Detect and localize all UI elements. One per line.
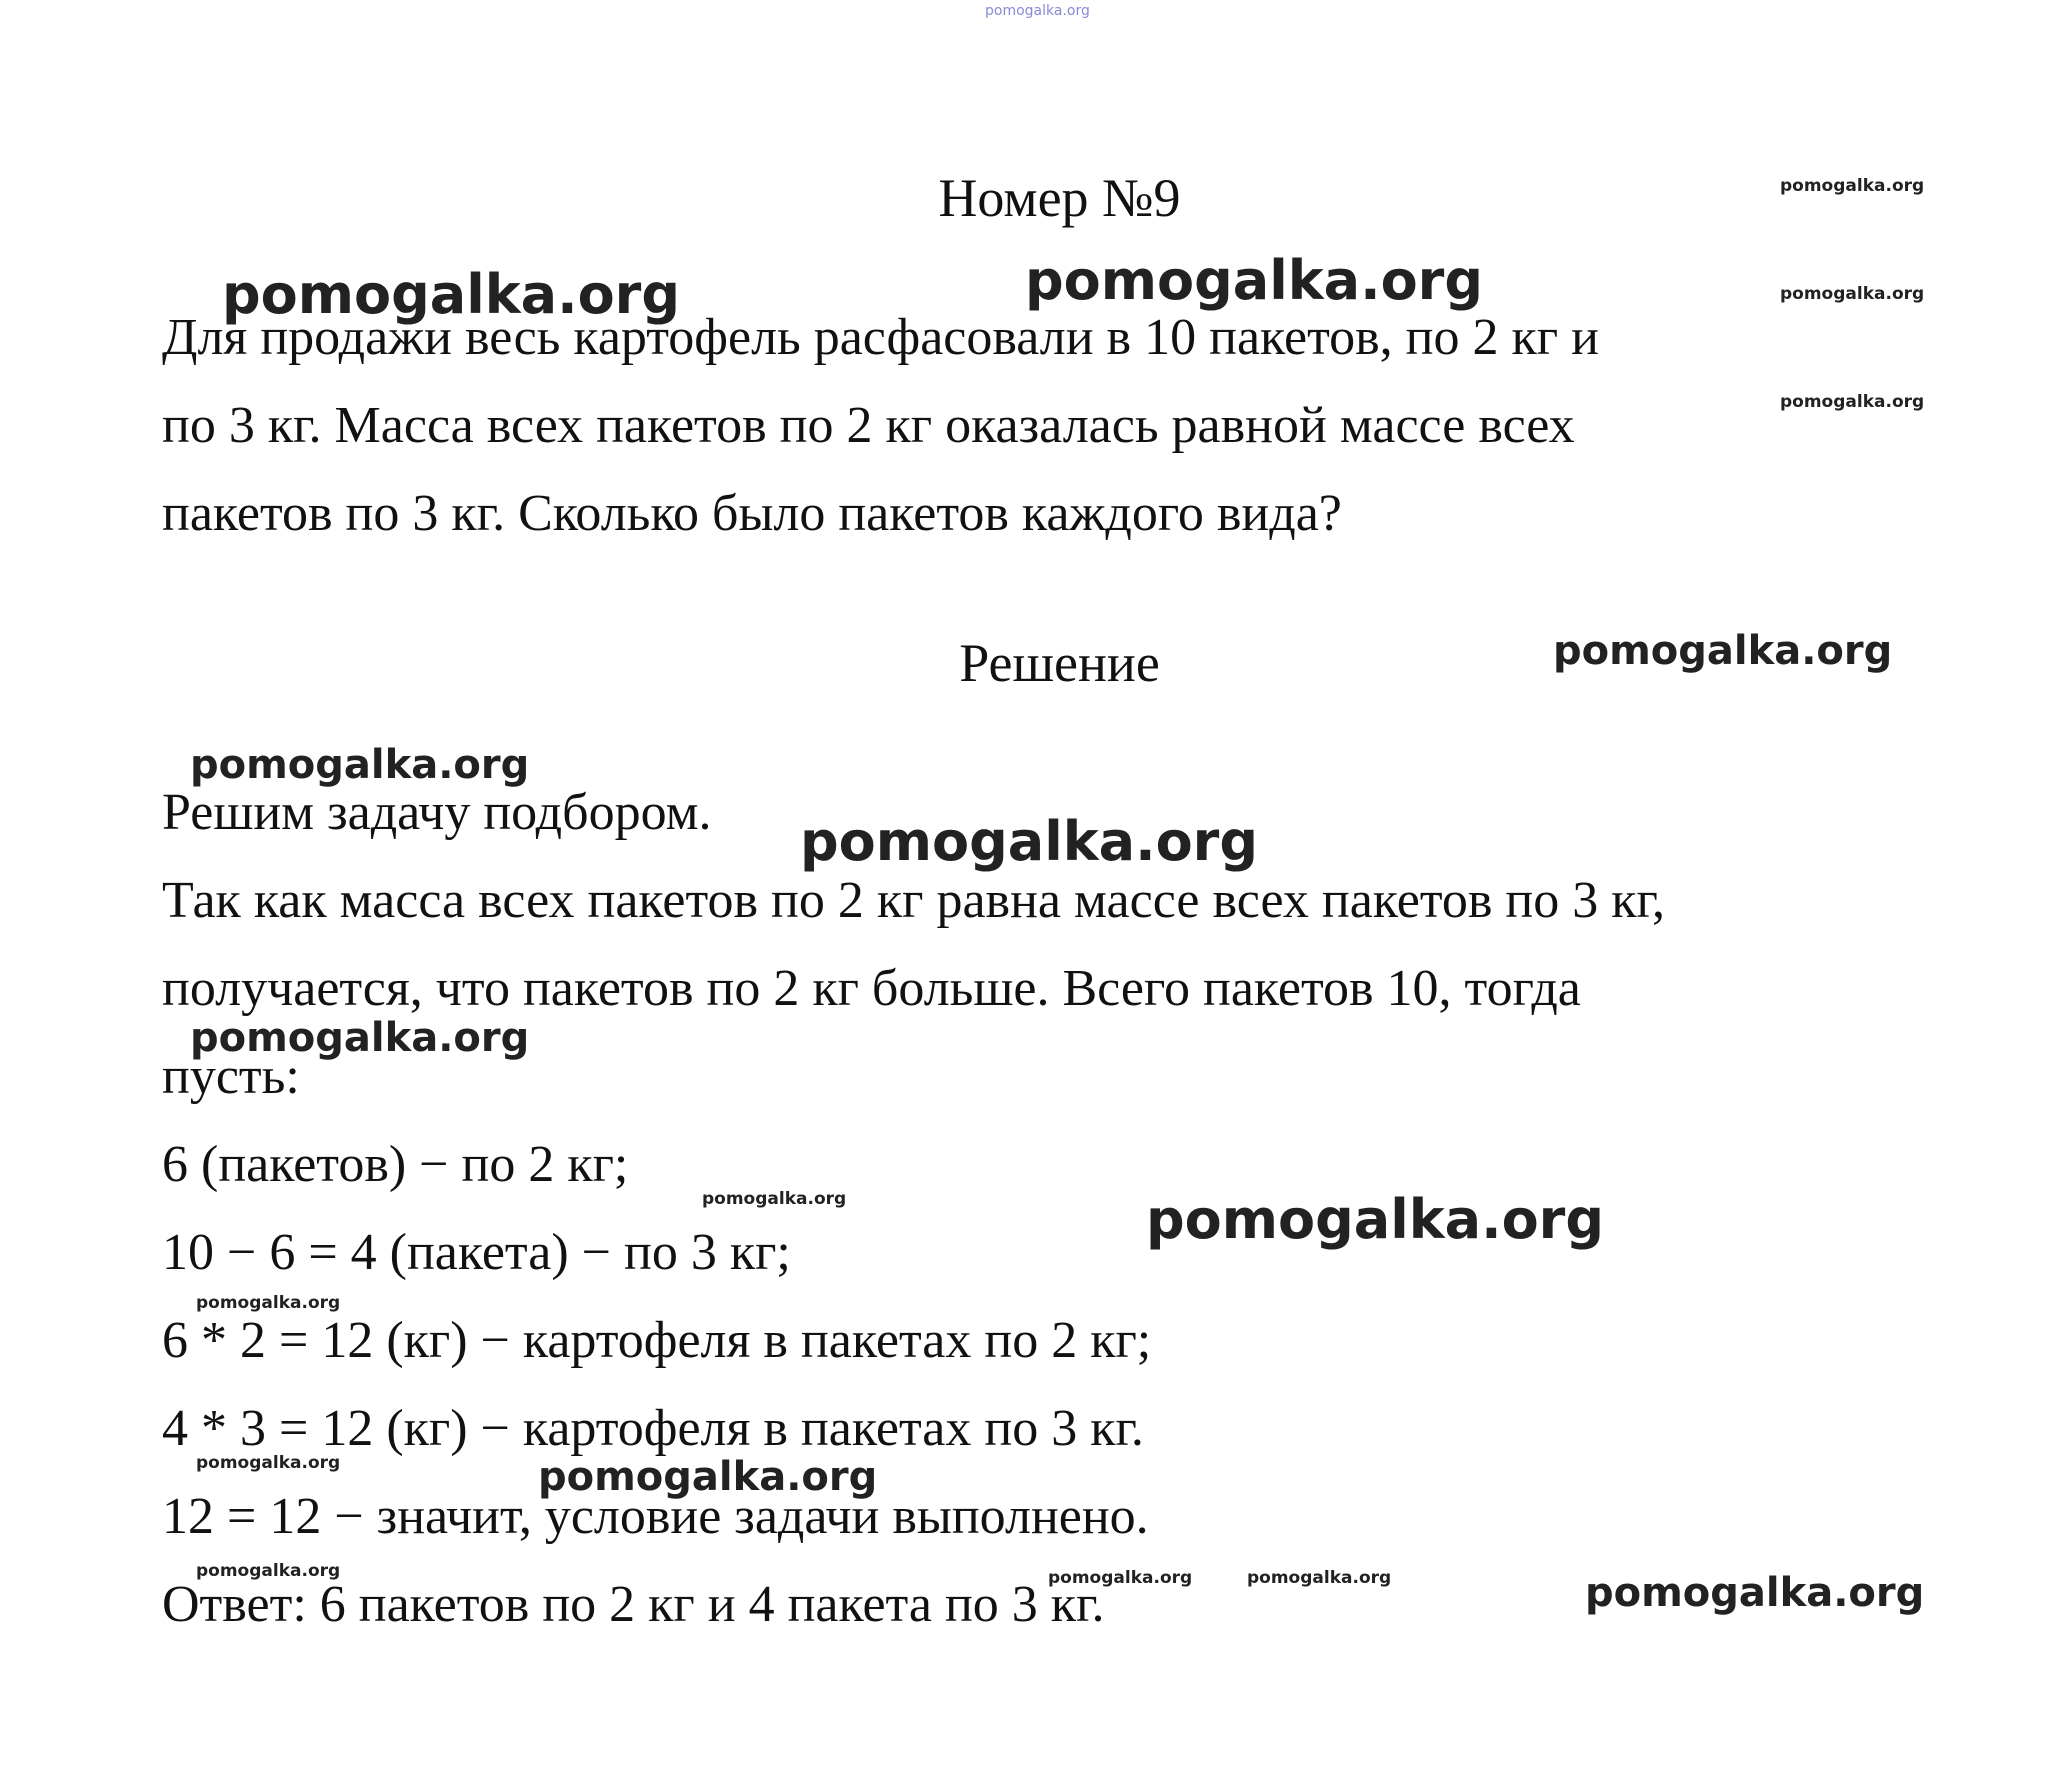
watermark-large: pomogalka.org <box>1025 249 1483 312</box>
problem-line-3: пакетов по 3 кг. Сколько было пакетов каждого вида? <box>162 485 1342 542</box>
watermark-large: pomogalka.org <box>800 810 1258 873</box>
solution-line-3: получается, что пакетов по 2 кг больше. Всего пакетов 10, тогда <box>162 960 1581 1017</box>
watermark-small: pomogalka.org <box>1780 284 1925 304</box>
solution-line-8: 4 * 3 = 12 (кг) − картофеля в пакетах по 3 кг. <box>162 1400 1144 1457</box>
watermark-large: pomogalka.org <box>1146 1188 1604 1251</box>
watermark-medium: pomogalka.org <box>190 1015 530 1061</box>
solution-line-4: пусть: <box>162 1048 300 1105</box>
answer-line: Ответ: 6 пакетов по 2 кг и 4 пакета по 3 кг. <box>162 1576 1105 1633</box>
watermark-small: pomogalka.org <box>196 1561 341 1581</box>
watermark-large: pomogalka.org <box>222 263 680 326</box>
watermark-small: pomogalka.org <box>1780 392 1925 412</box>
problem-line-1: Для продажи весь картофель расфасовали в 10 пакетов, по 2 кг и <box>162 309 1599 366</box>
watermark-small: pomogalka.org <box>1247 1568 1392 1588</box>
problem-line-2: по 3 кг. Масса всех пакетов по 2 кг оказалась равной массе всех <box>162 397 1575 454</box>
watermark-small: pomogalka.org <box>196 1293 341 1313</box>
solution-heading: Решение <box>959 633 1160 693</box>
watermark-medium: pomogalka.org <box>1585 1570 1925 1616</box>
solution-line-1: Решим задачу подбором. <box>162 784 712 841</box>
watermark-medium: pomogalka.org <box>1553 628 1893 674</box>
solution-line-5: 6 (пакетов) − по 2 кг; <box>162 1136 629 1193</box>
problem-title: Номер №9 <box>938 168 1181 228</box>
solution-line-9: 12 = 12 − значит, условие задачи выполнено. <box>162 1488 1149 1545</box>
watermark-top: pomogalka.org <box>985 3 1090 19</box>
solution-line-7: 6 * 2 = 12 (кг) − картофеля в пакетах по 2 кг; <box>162 1312 1152 1369</box>
solution-line-6: 10 − 6 = 4 (пакета) − по 3 кг; <box>162 1224 791 1281</box>
watermark-medium: pomogalka.org <box>538 1454 878 1500</box>
watermark-small: pomogalka.org <box>702 1189 847 1209</box>
watermark-small: pomogalka.org <box>1780 176 1925 196</box>
watermark-medium: pomogalka.org <box>190 742 530 788</box>
watermark-small: pomogalka.org <box>196 1453 341 1473</box>
solution-line-2: Так как масса всех пакетов по 2 кг равна массе всех пакетов по 3 кг, <box>162 872 1665 929</box>
watermark-small: pomogalka.org <box>1048 1568 1193 1588</box>
